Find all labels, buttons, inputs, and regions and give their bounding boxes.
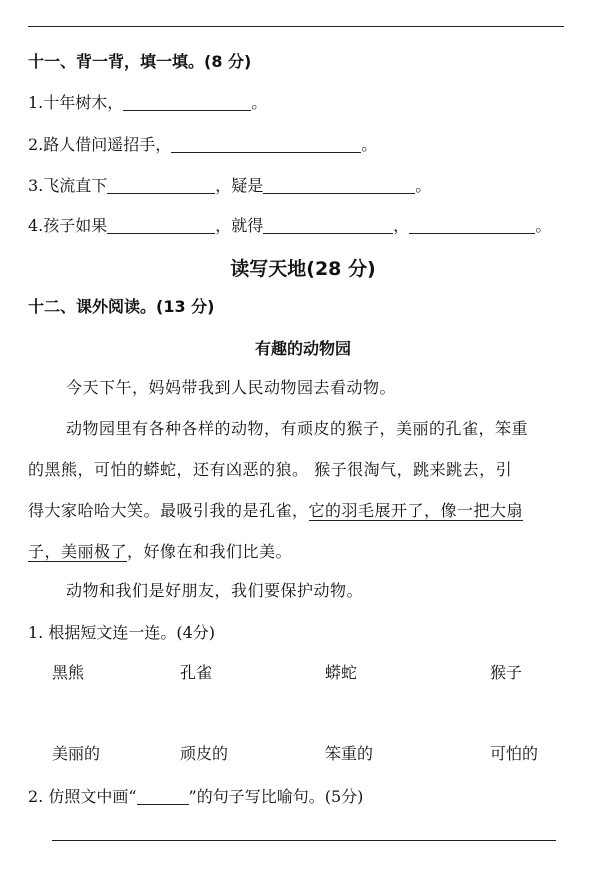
match-bottom-word[interactable]: 可怕的 xyxy=(490,744,539,763)
match-bottom-word[interactable]: 美丽的 xyxy=(52,744,101,763)
match-bottom-word[interactable]: 笨重的 xyxy=(325,744,374,763)
answer-blank[interactable] xyxy=(107,217,215,234)
question-11-4-text: 4.孩子如果 xyxy=(28,216,108,235)
answer-line[interactable] xyxy=(52,840,556,841)
match-top-word[interactable]: 猴子 xyxy=(490,663,523,682)
answer-blank[interactable] xyxy=(263,177,415,194)
punctuation: 。 xyxy=(361,135,378,154)
question-12-1-label: 1. 根据短文连一连。(4分) xyxy=(28,623,216,642)
question-11-3-text: 3.飞流直下 xyxy=(28,176,108,195)
passage-paragraph-2-line-4 xyxy=(28,539,292,562)
question-11-3-mid: ，疑是 xyxy=(215,176,264,195)
top-answer-line xyxy=(28,26,564,27)
passage-paragraph-3: 动物和我们是好朋友，我们要保护动物。 xyxy=(66,581,364,600)
passage-text: 得大家哈哈大笑。最吸引我的是孔雀， xyxy=(28,501,309,520)
passage-paragraph-1: 今天下午，妈妈带我到人民动物园去看动物。 xyxy=(66,378,397,397)
answer-blank[interactable] xyxy=(263,217,393,234)
punctuation: 。 xyxy=(251,93,268,112)
underlined-sentence: 它的羽毛展开了，像一把大扇 xyxy=(308,501,524,520)
answer-blank[interactable] xyxy=(171,136,361,153)
question-11-2 xyxy=(28,132,377,155)
match-bottom-word[interactable]: 顽皮的 xyxy=(180,744,229,763)
passage-title: 有趣的动物园 xyxy=(254,339,351,358)
section-11-heading: 十一、背一背，填一填。(8 分) xyxy=(28,52,252,71)
match-top-word[interactable]: 孔雀 xyxy=(180,663,213,682)
punctuation: 。 xyxy=(535,216,552,235)
match-top-word[interactable]: 黑熊 xyxy=(52,663,85,682)
question-12-2-text-end: ”的句子写比喻句。(5分) xyxy=(188,787,364,806)
question-11-4-mid2: ， xyxy=(393,216,410,235)
question-12-2-text: 2. 仿照文中画“ xyxy=(28,787,137,806)
passage-text: ，好像在和我们比美。 xyxy=(127,542,293,561)
underlined-sentence: 子，美丽极了 xyxy=(28,542,128,561)
match-top-word[interactable]: 蟒蛇 xyxy=(325,663,358,682)
passage-paragraph-2-line-1: 动物园里有各种各样的动物，有顽皮的猴子，美丽的孔雀，笨重 xyxy=(66,419,529,438)
section-12-heading: 十二、课外阅读。(13 分) xyxy=(28,297,215,316)
quote-blank xyxy=(137,788,189,805)
part-title: 读写天地(28 分) xyxy=(230,258,376,280)
answer-blank[interactable] xyxy=(123,94,251,111)
question-11-3 xyxy=(28,173,431,196)
answer-blank[interactable] xyxy=(107,177,215,194)
question-11-4 xyxy=(28,213,551,236)
punctuation: 。 xyxy=(415,176,432,195)
question-12-2 xyxy=(28,784,363,807)
question-11-1-text: 1.十年树木， xyxy=(28,93,124,112)
passage-paragraph-2-line-3 xyxy=(28,498,523,521)
question-11-4-mid: ，就得 xyxy=(215,216,264,235)
question-11-2-text: 2.路人借问遥招手， xyxy=(28,135,172,154)
passage-paragraph-2-line-2: 的黑熊，可怕的蟒蛇，还有凶恶的狼。 猴子很淘气，跳来跳去，引 xyxy=(28,460,513,479)
answer-blank[interactable] xyxy=(409,217,535,234)
question-11-1 xyxy=(28,90,267,113)
